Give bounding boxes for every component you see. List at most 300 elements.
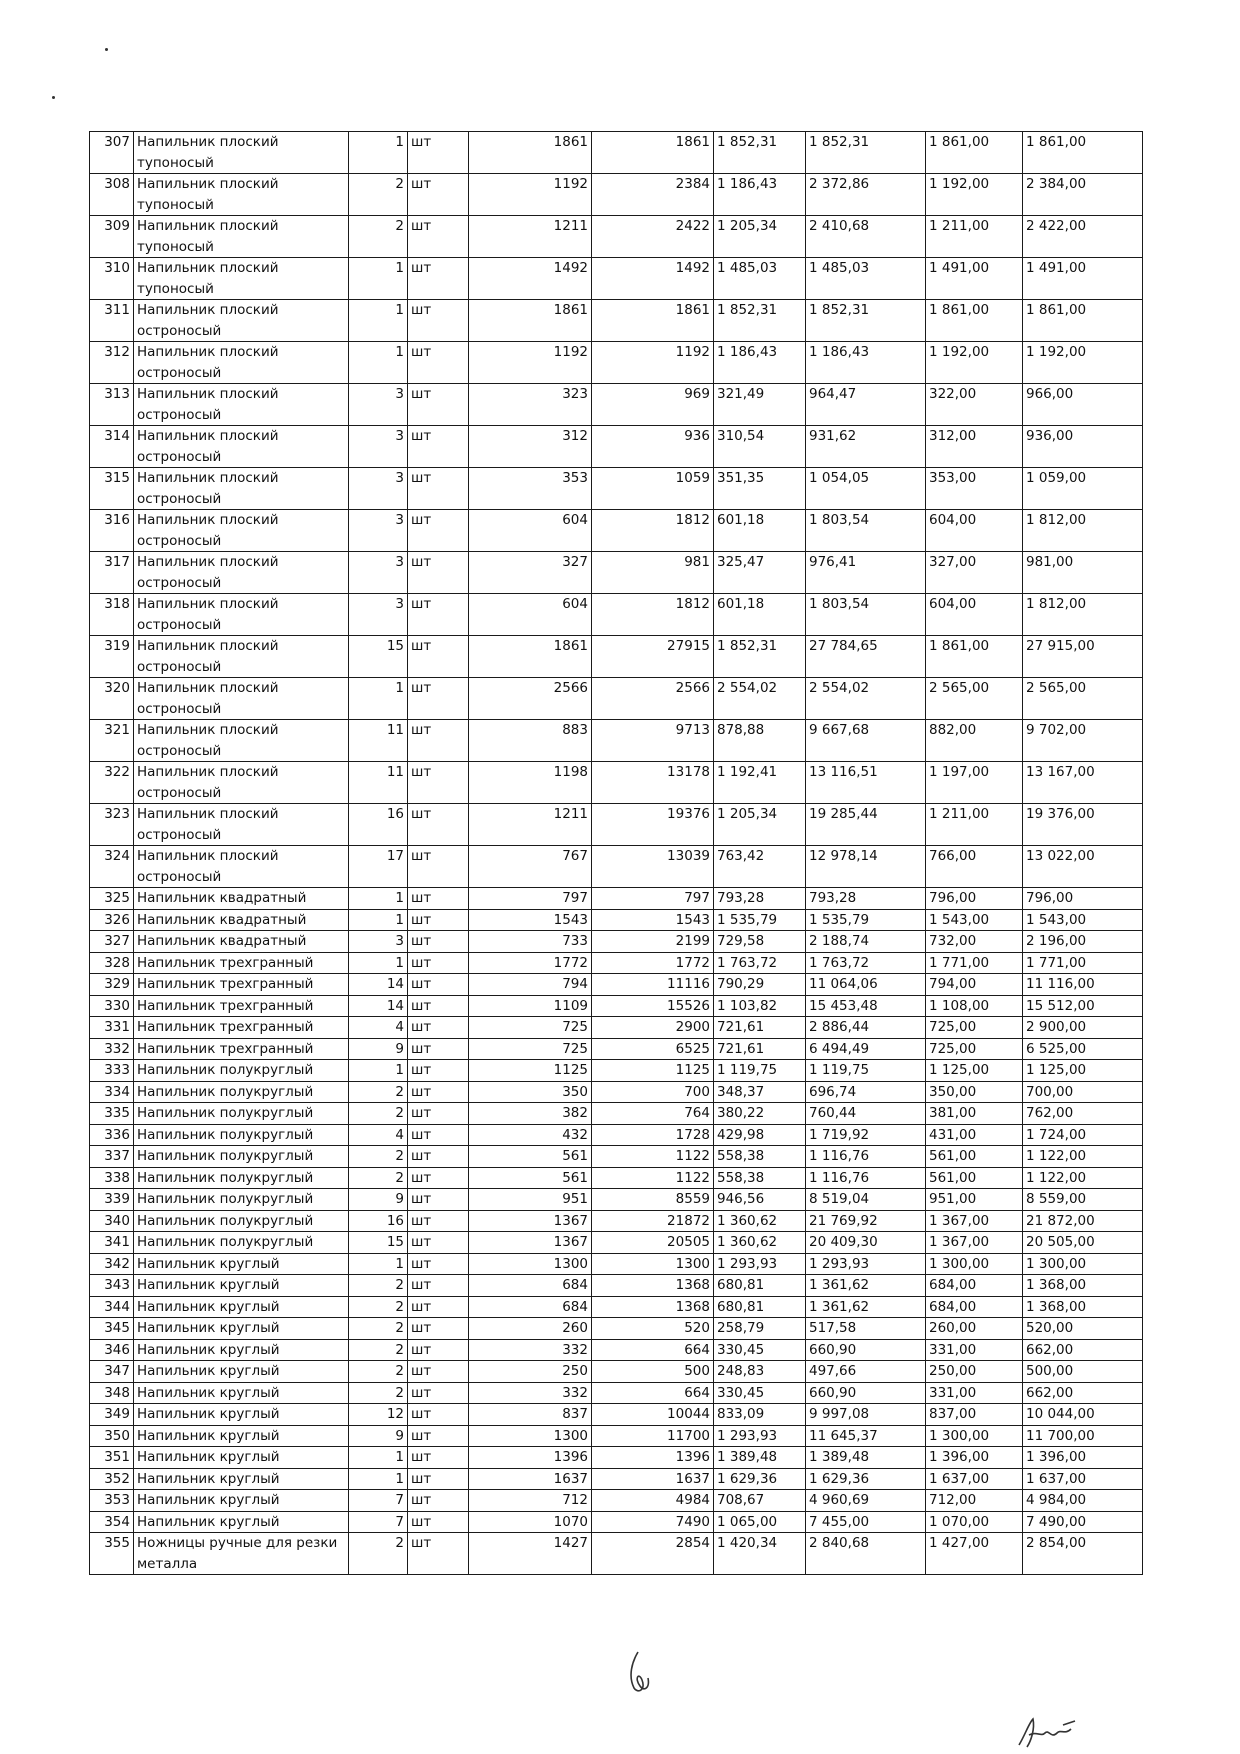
sum-2-cell: 1 293,93 bbox=[806, 1253, 926, 1275]
sum-2-cell: 2 886,44 bbox=[806, 1017, 926, 1039]
price-3-cell: 1 070,00 bbox=[926, 1511, 1023, 1533]
table-row bbox=[90, 1318, 1143, 1340]
price-3-cell: 561,00 bbox=[926, 1167, 1023, 1189]
unit-cell: шт bbox=[408, 1253, 469, 1275]
sum-2-cell: 1 186,43 bbox=[806, 342, 926, 384]
price-3-cell: 951,00 bbox=[926, 1189, 1023, 1211]
quantity-cell: 3 bbox=[349, 384, 408, 426]
table-row bbox=[90, 1511, 1143, 1533]
table-row bbox=[90, 762, 1143, 804]
quantity-cell: 2 bbox=[349, 1167, 408, 1189]
price-1-cell: 1861 bbox=[469, 132, 592, 174]
unit-cell: шт bbox=[408, 1017, 469, 1039]
item-name-cell: Напильник плоский остроносый bbox=[134, 594, 349, 636]
row-number-cell: 355 bbox=[90, 1533, 134, 1575]
price-2-cell: 1 360,62 bbox=[714, 1210, 806, 1232]
price-2-cell: 680,81 bbox=[714, 1296, 806, 1318]
unit-cell: шт bbox=[408, 1318, 469, 1340]
unit-cell: шт bbox=[408, 342, 469, 384]
price-3-cell: 1 861,00 bbox=[926, 132, 1023, 174]
sum-2-cell: 1 389,48 bbox=[806, 1447, 926, 1469]
row-number-cell: 324 bbox=[90, 846, 134, 888]
table-row bbox=[90, 174, 1143, 216]
price-1-cell: 1192 bbox=[469, 174, 592, 216]
price-3-cell: 561,00 bbox=[926, 1146, 1023, 1168]
sum-3-cell: 1 812,00 bbox=[1023, 594, 1143, 636]
unit-cell: шт bbox=[408, 636, 469, 678]
row-number-cell: 338 bbox=[90, 1167, 134, 1189]
sum-1-cell: 664 bbox=[592, 1339, 714, 1361]
price-1-cell: 725 bbox=[469, 1017, 592, 1039]
price-2-cell: 310,54 bbox=[714, 426, 806, 468]
table-row bbox=[90, 1124, 1143, 1146]
sum-3-cell: 936,00 bbox=[1023, 426, 1143, 468]
quantity-cell: 3 bbox=[349, 594, 408, 636]
sum-1-cell: 19376 bbox=[592, 804, 714, 846]
price-2-cell: 258,79 bbox=[714, 1318, 806, 1340]
item-name-cell: Напильник круглый bbox=[134, 1404, 349, 1426]
quantity-cell: 16 bbox=[349, 1210, 408, 1232]
item-name-cell: Напильник полукруглый bbox=[134, 1189, 349, 1211]
table-row bbox=[90, 1339, 1143, 1361]
sum-2-cell: 517,58 bbox=[806, 1318, 926, 1340]
sum-1-cell: 11700 bbox=[592, 1425, 714, 1447]
sum-1-cell: 1300 bbox=[592, 1253, 714, 1275]
sum-3-cell: 662,00 bbox=[1023, 1339, 1143, 1361]
item-name-cell: Напильник квадратный bbox=[134, 909, 349, 931]
quantity-cell: 3 bbox=[349, 426, 408, 468]
price-2-cell: 248,83 bbox=[714, 1361, 806, 1383]
quantity-cell: 2 bbox=[349, 1318, 408, 1340]
sum-1-cell: 1368 bbox=[592, 1275, 714, 1297]
price-3-cell: 725,00 bbox=[926, 1017, 1023, 1039]
item-name-cell: Напильник плоский остроносый bbox=[134, 426, 349, 468]
sum-1-cell: 500 bbox=[592, 1361, 714, 1383]
sum-3-cell: 19 376,00 bbox=[1023, 804, 1143, 846]
sum-2-cell: 2 188,74 bbox=[806, 931, 926, 953]
price-3-cell: 604,00 bbox=[926, 594, 1023, 636]
sum-1-cell: 981 bbox=[592, 552, 714, 594]
sum-1-cell: 797 bbox=[592, 888, 714, 910]
unit-cell: шт bbox=[408, 510, 469, 552]
price-1-cell: 2566 bbox=[469, 678, 592, 720]
sum-2-cell: 976,41 bbox=[806, 552, 926, 594]
sum-1-cell: 700 bbox=[592, 1081, 714, 1103]
sum-2-cell: 7 455,00 bbox=[806, 1511, 926, 1533]
quantity-cell: 11 bbox=[349, 762, 408, 804]
quantity-cell: 1 bbox=[349, 300, 408, 342]
unit-cell: шт bbox=[408, 1210, 469, 1232]
price-1-cell: 1367 bbox=[469, 1232, 592, 1254]
sum-3-cell: 1 300,00 bbox=[1023, 1253, 1143, 1275]
quantity-cell: 2 bbox=[349, 1275, 408, 1297]
price-2-cell: 1 186,43 bbox=[714, 174, 806, 216]
sum-2-cell: 8 519,04 bbox=[806, 1189, 926, 1211]
item-name-cell: Напильник плоский остроносый bbox=[134, 636, 349, 678]
table-row bbox=[90, 931, 1143, 953]
price-2-cell: 708,67 bbox=[714, 1490, 806, 1512]
row-number-cell: 323 bbox=[90, 804, 134, 846]
sum-1-cell: 2384 bbox=[592, 174, 714, 216]
table-row bbox=[90, 384, 1143, 426]
sum-3-cell: 1 812,00 bbox=[1023, 510, 1143, 552]
sum-3-cell: 2 384,00 bbox=[1023, 174, 1143, 216]
quantity-cell: 7 bbox=[349, 1490, 408, 1512]
table-row bbox=[90, 909, 1143, 931]
row-number-cell: 314 bbox=[90, 426, 134, 468]
item-name-cell: Ножницы ручные для резки металла bbox=[134, 1533, 349, 1575]
quantity-cell: 15 bbox=[349, 1232, 408, 1254]
sum-3-cell: 1 059,00 bbox=[1023, 468, 1143, 510]
unit-cell: шт bbox=[408, 1404, 469, 1426]
price-1-cell: 712 bbox=[469, 1490, 592, 1512]
sum-2-cell: 4 960,69 bbox=[806, 1490, 926, 1512]
unit-cell: шт bbox=[408, 1296, 469, 1318]
price-2-cell: 878,88 bbox=[714, 720, 806, 762]
quantity-cell: 3 bbox=[349, 552, 408, 594]
price-3-cell: 1 197,00 bbox=[926, 762, 1023, 804]
table-row bbox=[90, 1296, 1143, 1318]
sum-2-cell: 2 372,86 bbox=[806, 174, 926, 216]
sum-1-cell: 8559 bbox=[592, 1189, 714, 1211]
price-1-cell: 1492 bbox=[469, 258, 592, 300]
unit-cell: шт bbox=[408, 174, 469, 216]
quantity-cell: 9 bbox=[349, 1038, 408, 1060]
sum-2-cell: 964,47 bbox=[806, 384, 926, 426]
unit-cell: шт bbox=[408, 258, 469, 300]
price-2-cell: 380,22 bbox=[714, 1103, 806, 1125]
unit-cell: шт bbox=[408, 1275, 469, 1297]
item-name-cell: Напильник круглый bbox=[134, 1339, 349, 1361]
row-number-cell: 336 bbox=[90, 1124, 134, 1146]
price-2-cell: 348,37 bbox=[714, 1081, 806, 1103]
table-row bbox=[90, 952, 1143, 974]
price-1-cell: 725 bbox=[469, 1038, 592, 1060]
table-row bbox=[90, 426, 1143, 468]
price-2-cell: 429,98 bbox=[714, 1124, 806, 1146]
sum-1-cell: 15526 bbox=[592, 995, 714, 1017]
price-2-cell: 1 205,34 bbox=[714, 216, 806, 258]
quantity-cell: 1 bbox=[349, 678, 408, 720]
table-row bbox=[90, 1447, 1143, 1469]
price-2-cell: 1 293,93 bbox=[714, 1425, 806, 1447]
sum-2-cell: 27 784,65 bbox=[806, 636, 926, 678]
item-name-cell: Напильник полукруглый bbox=[134, 1103, 349, 1125]
quantity-cell: 9 bbox=[349, 1189, 408, 1211]
price-3-cell: 1 367,00 bbox=[926, 1232, 1023, 1254]
sum-2-cell: 1 119,75 bbox=[806, 1060, 926, 1082]
row-number-cell: 320 bbox=[90, 678, 134, 720]
table-row bbox=[90, 678, 1143, 720]
quantity-cell: 15 bbox=[349, 636, 408, 678]
item-name-cell: Напильник полукруглый bbox=[134, 1124, 349, 1146]
quantity-cell: 2 bbox=[349, 1533, 408, 1575]
table-row bbox=[90, 342, 1143, 384]
sum-1-cell: 1861 bbox=[592, 132, 714, 174]
table-row bbox=[90, 1490, 1143, 1512]
price-2-cell: 1 763,72 bbox=[714, 952, 806, 974]
table-row bbox=[90, 1361, 1143, 1383]
unit-cell: шт bbox=[408, 1490, 469, 1512]
price-2-cell: 1 293,93 bbox=[714, 1253, 806, 1275]
item-name-cell: Напильник плоский остроносый bbox=[134, 678, 349, 720]
price-3-cell: 1 108,00 bbox=[926, 995, 1023, 1017]
row-number-cell: 346 bbox=[90, 1339, 134, 1361]
sum-3-cell: 1 543,00 bbox=[1023, 909, 1143, 931]
table-row bbox=[90, 552, 1143, 594]
table-row bbox=[90, 1210, 1143, 1232]
row-number-cell: 310 bbox=[90, 258, 134, 300]
price-1-cell: 250 bbox=[469, 1361, 592, 1383]
row-number-cell: 330 bbox=[90, 995, 134, 1017]
row-number-cell: 352 bbox=[90, 1468, 134, 1490]
row-number-cell: 344 bbox=[90, 1296, 134, 1318]
price-1-cell: 1070 bbox=[469, 1511, 592, 1533]
price-1-cell: 951 bbox=[469, 1189, 592, 1211]
sum-2-cell: 1 116,76 bbox=[806, 1146, 926, 1168]
sum-1-cell: 1368 bbox=[592, 1296, 714, 1318]
price-1-cell: 1211 bbox=[469, 216, 592, 258]
table-row bbox=[90, 974, 1143, 996]
quantity-cell: 2 bbox=[349, 1103, 408, 1125]
sum-2-cell: 1 852,31 bbox=[806, 300, 926, 342]
item-name-cell: Напильник круглый bbox=[134, 1468, 349, 1490]
price-2-cell: 1 065,00 bbox=[714, 1511, 806, 1533]
row-number-cell: 311 bbox=[90, 300, 134, 342]
sum-1-cell: 936 bbox=[592, 426, 714, 468]
price-3-cell: 431,00 bbox=[926, 1124, 1023, 1146]
price-1-cell: 1192 bbox=[469, 342, 592, 384]
sum-3-cell: 9 702,00 bbox=[1023, 720, 1143, 762]
quantity-cell: 3 bbox=[349, 931, 408, 953]
row-number-cell: 350 bbox=[90, 1425, 134, 1447]
quantity-cell: 2 bbox=[349, 174, 408, 216]
unit-cell: шт bbox=[408, 1382, 469, 1404]
sum-3-cell: 1 491,00 bbox=[1023, 258, 1143, 300]
quantity-cell: 2 bbox=[349, 1296, 408, 1318]
table-row bbox=[90, 216, 1143, 258]
quantity-cell: 9 bbox=[349, 1425, 408, 1447]
unit-cell: шт bbox=[408, 1081, 469, 1103]
item-name-cell: Напильник полукруглый bbox=[134, 1167, 349, 1189]
price-1-cell: 1772 bbox=[469, 952, 592, 974]
price-2-cell: 601,18 bbox=[714, 594, 806, 636]
price-2-cell: 325,47 bbox=[714, 552, 806, 594]
quantity-cell: 1 bbox=[349, 258, 408, 300]
sum-3-cell: 1 368,00 bbox=[1023, 1296, 1143, 1318]
sum-1-cell: 764 bbox=[592, 1103, 714, 1125]
table-row bbox=[90, 300, 1143, 342]
quantity-cell: 4 bbox=[349, 1124, 408, 1146]
sum-2-cell: 1 719,92 bbox=[806, 1124, 926, 1146]
quantity-cell: 1 bbox=[349, 342, 408, 384]
price-2-cell: 330,45 bbox=[714, 1339, 806, 1361]
table-row bbox=[90, 1103, 1143, 1125]
unit-cell: шт bbox=[408, 468, 469, 510]
table-row bbox=[90, 594, 1143, 636]
sum-2-cell: 497,66 bbox=[806, 1361, 926, 1383]
price-1-cell: 1367 bbox=[469, 1210, 592, 1232]
quantity-cell: 2 bbox=[349, 1382, 408, 1404]
row-number-cell: 327 bbox=[90, 931, 134, 953]
price-3-cell: 794,00 bbox=[926, 974, 1023, 996]
sum-2-cell: 696,74 bbox=[806, 1081, 926, 1103]
item-name-cell: Напильник плоский остроносый bbox=[134, 762, 349, 804]
quantity-cell: 4 bbox=[349, 1017, 408, 1039]
row-number-cell: 308 bbox=[90, 174, 134, 216]
table-row bbox=[90, 1404, 1143, 1426]
sum-1-cell: 4984 bbox=[592, 1490, 714, 1512]
price-1-cell: 733 bbox=[469, 931, 592, 953]
price-3-cell: 837,00 bbox=[926, 1404, 1023, 1426]
sum-2-cell: 1 803,54 bbox=[806, 510, 926, 552]
price-2-cell: 790,29 bbox=[714, 974, 806, 996]
sum-3-cell: 20 505,00 bbox=[1023, 1232, 1143, 1254]
sum-2-cell: 11 064,06 bbox=[806, 974, 926, 996]
sum-3-cell: 2 900,00 bbox=[1023, 1017, 1143, 1039]
quantity-cell: 11 bbox=[349, 720, 408, 762]
row-number-cell: 328 bbox=[90, 952, 134, 974]
sum-3-cell: 21 872,00 bbox=[1023, 1210, 1143, 1232]
row-number-cell: 332 bbox=[90, 1038, 134, 1060]
price-3-cell: 712,00 bbox=[926, 1490, 1023, 1512]
price-1-cell: 1300 bbox=[469, 1253, 592, 1275]
sum-1-cell: 11116 bbox=[592, 974, 714, 996]
price-3-cell: 312,00 bbox=[926, 426, 1023, 468]
item-name-cell: Напильник квадратный bbox=[134, 888, 349, 910]
sum-1-cell: 7490 bbox=[592, 1511, 714, 1533]
price-2-cell: 601,18 bbox=[714, 510, 806, 552]
item-name-cell: Напильник круглый bbox=[134, 1447, 349, 1469]
sum-3-cell: 981,00 bbox=[1023, 552, 1143, 594]
row-number-cell: 342 bbox=[90, 1253, 134, 1275]
unit-cell: шт bbox=[408, 804, 469, 846]
item-name-cell: Напильник полукруглый bbox=[134, 1060, 349, 1082]
sum-2-cell: 1 535,79 bbox=[806, 909, 926, 931]
price-1-cell: 883 bbox=[469, 720, 592, 762]
price-3-cell: 725,00 bbox=[926, 1038, 1023, 1060]
price-3-cell: 1 771,00 bbox=[926, 952, 1023, 974]
quantity-cell: 1 bbox=[349, 1468, 408, 1490]
sum-2-cell: 931,62 bbox=[806, 426, 926, 468]
sum-3-cell: 1 861,00 bbox=[1023, 300, 1143, 342]
price-3-cell: 684,00 bbox=[926, 1275, 1023, 1297]
price-3-cell: 331,00 bbox=[926, 1382, 1023, 1404]
price-2-cell: 1 535,79 bbox=[714, 909, 806, 931]
sum-1-cell: 1122 bbox=[592, 1146, 714, 1168]
inventory-table bbox=[89, 131, 1143, 1575]
row-number-cell: 341 bbox=[90, 1232, 134, 1254]
price-2-cell: 1 485,03 bbox=[714, 258, 806, 300]
signature-mark-left bbox=[620, 1648, 660, 1696]
price-3-cell: 1 367,00 bbox=[926, 1210, 1023, 1232]
table-row bbox=[90, 1167, 1143, 1189]
table-row bbox=[90, 1038, 1143, 1060]
price-1-cell: 604 bbox=[469, 594, 592, 636]
price-1-cell: 382 bbox=[469, 1103, 592, 1125]
quantity-cell: 12 bbox=[349, 1404, 408, 1426]
row-number-cell: 317 bbox=[90, 552, 134, 594]
sum-1-cell: 1125 bbox=[592, 1060, 714, 1082]
item-name-cell: Напильник плоский остроносый bbox=[134, 468, 349, 510]
sum-1-cell: 2900 bbox=[592, 1017, 714, 1039]
price-3-cell: 1 300,00 bbox=[926, 1425, 1023, 1447]
sum-2-cell: 1 629,36 bbox=[806, 1468, 926, 1490]
price-1-cell: 684 bbox=[469, 1296, 592, 1318]
item-name-cell: Напильник трехгранный bbox=[134, 952, 349, 974]
sum-2-cell: 1 763,72 bbox=[806, 952, 926, 974]
item-name-cell: Напильник квадратный bbox=[134, 931, 349, 953]
row-number-cell: 347 bbox=[90, 1361, 134, 1383]
price-1-cell: 797 bbox=[469, 888, 592, 910]
quantity-cell: 1 bbox=[349, 1253, 408, 1275]
sum-1-cell: 1059 bbox=[592, 468, 714, 510]
sum-2-cell: 1 361,62 bbox=[806, 1296, 926, 1318]
quantity-cell: 16 bbox=[349, 804, 408, 846]
sum-3-cell: 1 724,00 bbox=[1023, 1124, 1143, 1146]
row-number-cell: 307 bbox=[90, 132, 134, 174]
price-1-cell: 1637 bbox=[469, 1468, 592, 1490]
sum-3-cell: 1 861,00 bbox=[1023, 132, 1143, 174]
unit-cell: шт bbox=[408, 1361, 469, 1383]
row-number-cell: 321 bbox=[90, 720, 134, 762]
price-2-cell: 321,49 bbox=[714, 384, 806, 426]
price-3-cell: 1 192,00 bbox=[926, 174, 1023, 216]
price-2-cell: 330,45 bbox=[714, 1382, 806, 1404]
item-name-cell: Напильник полукруглый bbox=[134, 1146, 349, 1168]
unit-cell: шт bbox=[408, 426, 469, 468]
row-number-cell: 318 bbox=[90, 594, 134, 636]
table-row bbox=[90, 846, 1143, 888]
sum-1-cell: 1812 bbox=[592, 510, 714, 552]
sum-3-cell: 500,00 bbox=[1023, 1361, 1143, 1383]
unit-cell: шт bbox=[408, 952, 469, 974]
sum-2-cell: 2 410,68 bbox=[806, 216, 926, 258]
unit-cell: шт bbox=[408, 216, 469, 258]
price-1-cell: 837 bbox=[469, 1404, 592, 1426]
sum-1-cell: 2199 bbox=[592, 931, 714, 953]
price-1-cell: 350 bbox=[469, 1081, 592, 1103]
quantity-cell: 1 bbox=[349, 909, 408, 931]
sum-1-cell: 1772 bbox=[592, 952, 714, 974]
sum-1-cell: 6525 bbox=[592, 1038, 714, 1060]
item-name-cell: Напильник круглый bbox=[134, 1318, 349, 1340]
item-name-cell: Напильник плоский остроносый bbox=[134, 300, 349, 342]
quantity-cell: 1 bbox=[349, 132, 408, 174]
table-body bbox=[90, 132, 1143, 1575]
sum-2-cell: 2 554,02 bbox=[806, 678, 926, 720]
price-3-cell: 796,00 bbox=[926, 888, 1023, 910]
unit-cell: шт bbox=[408, 1232, 469, 1254]
price-3-cell: 1 396,00 bbox=[926, 1447, 1023, 1469]
table-row bbox=[90, 636, 1143, 678]
row-number-cell: 351 bbox=[90, 1447, 134, 1469]
item-name-cell: Напильник плоский тупоносый bbox=[134, 174, 349, 216]
table-row bbox=[90, 1189, 1143, 1211]
quantity-cell: 1 bbox=[349, 888, 408, 910]
scan-speck bbox=[52, 96, 55, 99]
price-3-cell: 1 192,00 bbox=[926, 342, 1023, 384]
sum-1-cell: 10044 bbox=[592, 1404, 714, 1426]
price-1-cell: 312 bbox=[469, 426, 592, 468]
price-3-cell: 327,00 bbox=[926, 552, 1023, 594]
unit-cell: шт bbox=[408, 1447, 469, 1469]
unit-cell: шт bbox=[408, 1124, 469, 1146]
row-number-cell: 348 bbox=[90, 1382, 134, 1404]
price-2-cell: 1 205,34 bbox=[714, 804, 806, 846]
sum-2-cell: 12 978,14 bbox=[806, 846, 926, 888]
sum-2-cell: 1 485,03 bbox=[806, 258, 926, 300]
